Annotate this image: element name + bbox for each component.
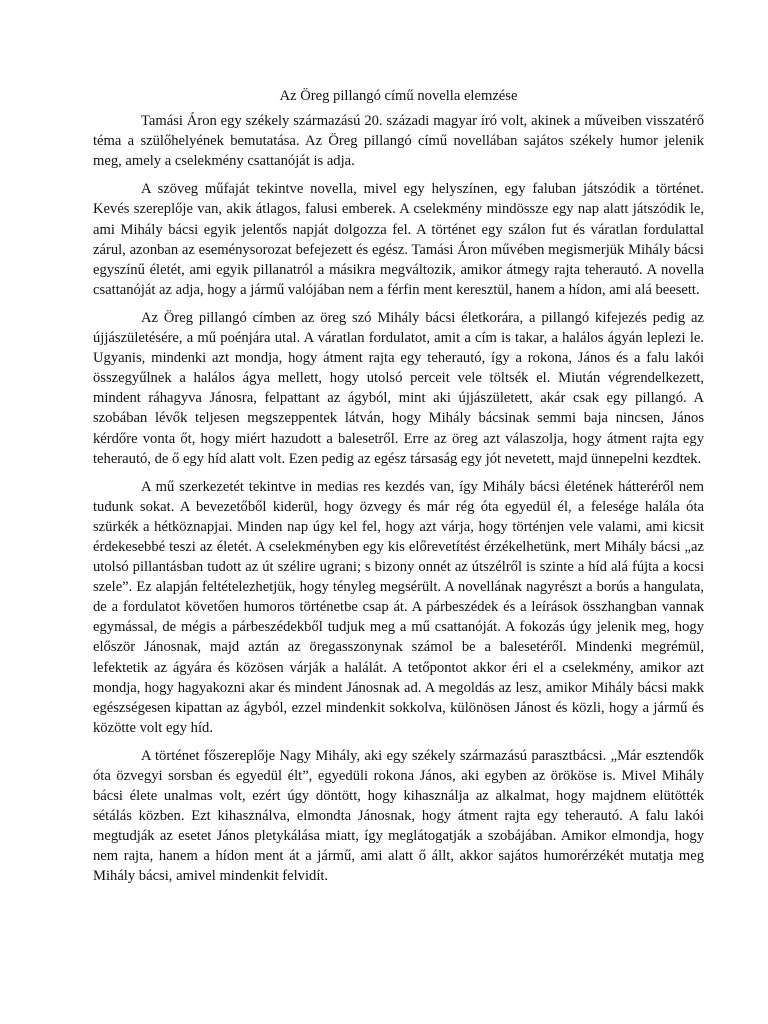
document-body (93, 86, 704, 887)
paragraph-protagonist: A történet főszereplője Nagy Mihály, aki egy székely származású parasztbácsi. „Már esztendők óta özvegyi sorsban és egyedül élt”, egyedüli rokona János, aki egyben az örököse is. Mivel Mihály bácsi élete unalmas volt, ezért úgy döntött, hogy kihasználja az alkalmat, hogy majdnem elütötték sétálás közben. Ezt kihasználva, elmondta Jánosnak, hogy átment rajta egy teherautó. A falu lakói megtudják az esetet János pletykálása miatt, így meglátogatják a szobájában. Amikor elmondja, hogy nem rajta, hanem a hídon ment át a jármű, ami alatt ő állt, akkor sajátos humorérzékét mutatja meg Mihály bácsi, amivel mindenkit felvidít. (93, 747, 704, 885)
paragraph-structure: A mű szerkezetét tekintve in medias res kezdés van, így Mihály bácsi életének hátteréről nem tudunk sokat. A bevezetőből kiderül, hogy özvegy és már rég óta egyedül él, a felesége halála óta szürkék a hétköznapjai. Minden nap úgy kel fel, hogy azt várja, hogy történjen vele valami, ami kicsit érdekesebbé teszi az életét. A cselekményben egy kis előrevetítést érzékelhetünk, mert Mihály bácsi „az utolsó pillantásban tudott az út szélire ugrani; s bizony onnét az útszélről is szinte a híd alá fújta a kocsi szele”. Ez alapján feltételezhetjük, hogy tényleg megsérült. A novellának nagyrészt a borús a hangulata, de a fordulatot követően humoros történetbe csap át. A párbeszédek és a leírások összhangban vannak egymással, de mégis a párbeszédekből tudjuk meg a mű csattanóját. A fokozás úgy jelenik meg, hogy először Jánosnak, majd aztán az öregasszonynak számol be a balesetéről. Mindenki megrémül, lefektetik az ágyára és közösen várják a halálát. A tetőpontot akkor éri el a cselekmény, amikor azt mondja, hogy hagyakozni akar és mindent Jánosnak ad. A megoldás az lesz, amikor Mihály bácsi makk egészségesen kipattan az ágyból, ezzel mindenkit sokkolva, különösen Jánost és közli, hogy a jármű és közötte volt egy híd. (93, 478, 704, 736)
paragraph-genre: A szöveg műfaját tekintve novella, mivel egy helyszínen, egy faluban játszódik a történet. Kevés szereplője van, akik átlagos, falusi emberek. A cselekmény mindössze egy nap alatt játszódik le, ami Mihály bácsi egyik jelentős napját dolgozza fel. A történet egy szálon fut és váratlan fordulattal zárul, azonban az eseménysorozat befejezett és egész. Tamási Áron művében megismerjük Mihály bácsi egyszínű életét, ami egyik pillanatról a másikra megváltozik, amikor átmegy rajta teherautó. A novella csattanóját az adja, hogy a jármű valójában nem a férfin ment keresztül, hanem a hídon, ami alá beesett. (93, 181, 704, 298)
paragraph-intro: Tamási Áron egy székely származású 20. századi magyar író volt, akinek a műveiben visszatérő téma a szülőhelyének bemutatása. Az Öreg pillangó című novellában sajátos székely humor jelenik meg, amely a cselekmény csattanóját is adja. (93, 113, 704, 170)
paragraph-title-meaning: Az Öreg pillangó címben az öreg szó Mihály bácsi életkorára, a pillangó kifejezés pedig az újjászületésére, a mű poénjára utal. A váratlan fordulatot, amit a cím is takar, a halálos ágyán leplezi le. Ugyanis, mindenki azt mondja, hogy átment rajta egy teherautó, így a rokona, János és a falu lakói összegyűlnek a halálos ágya mellett, hogy utolsó perceit vele töltsék el. Miután végrendelkezett, mindent ráhagyva Jánosra, felpattant az ágyból, mint aki újjászületett, akár csak egy pillangó. A szobában lévők teljesen megszeppentek látván, hogy Mihály bácsinak semmi baja nincsen, János kérdőre vonta őt, hogy miért hazudott a balesetről. Erre az öreg azt válaszolja, hogy átment rajta egy teherautó, de ő egy híd alatt volt. Ezen pedig az egész társaság egy jót nevetett, majd ünnepelni kezdtek. (93, 309, 704, 467)
document-title: Az Öreg pillangó című novella elemzése (279, 88, 518, 104)
